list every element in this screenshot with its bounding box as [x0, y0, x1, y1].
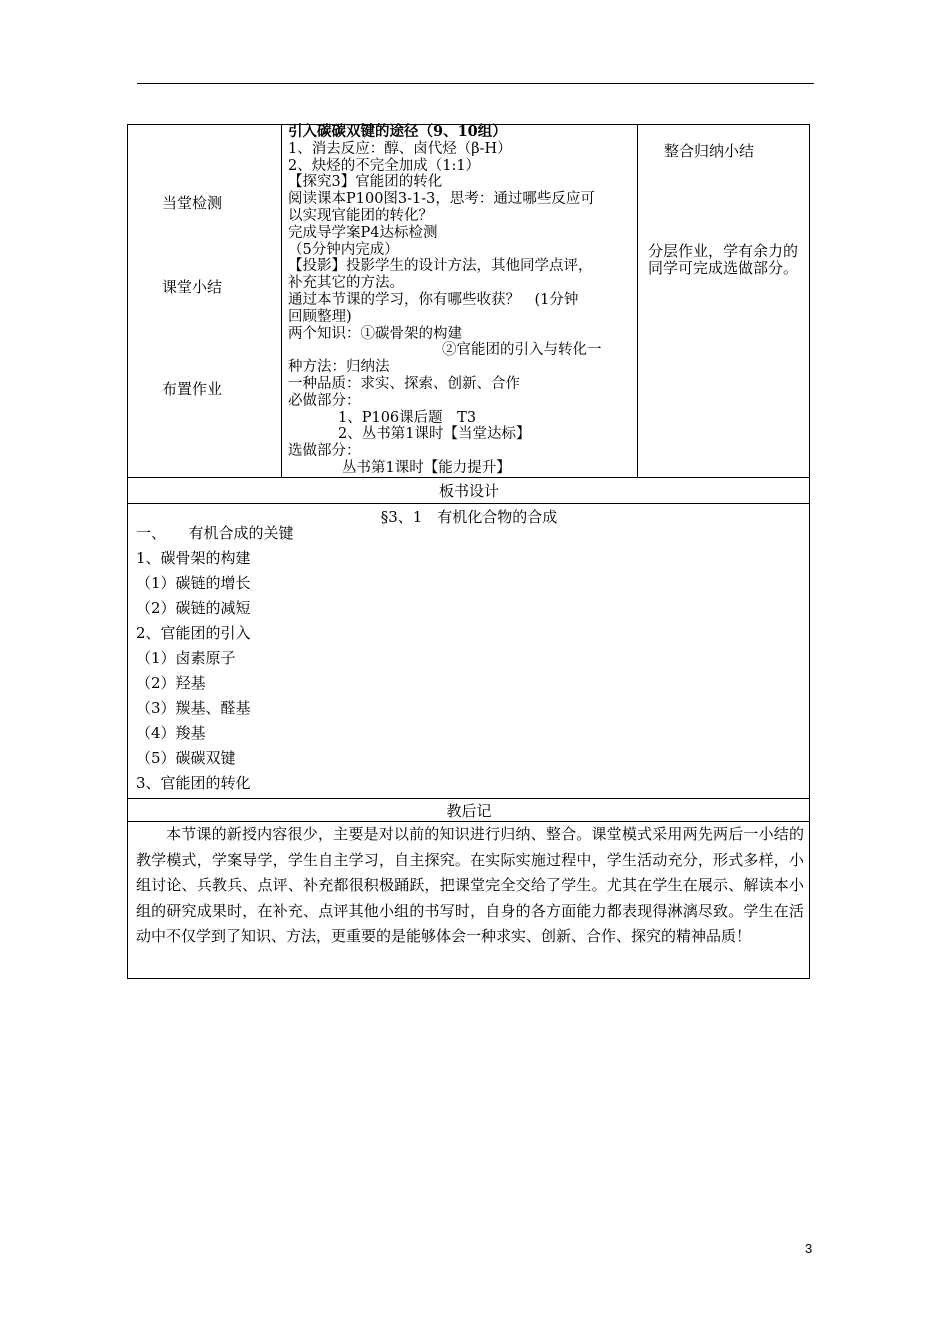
board-line: （2）羟基 [136, 674, 206, 692]
mid-line: 2、炔烃的不完全加成（1:1） [288, 157, 481, 174]
right-homework-note: 分层作业，学有余力的同学可完成选做部分。 [648, 242, 799, 277]
board-line: （4）羧基 [136, 724, 206, 742]
mid-line: 2、丛书第1课时【当堂达标】 [338, 426, 531, 443]
mid-line: 【投影】投影学生的设计方法，其他同学点评， [288, 258, 593, 275]
row-divider-1 [127, 477, 810, 478]
column-divider-1 [281, 124, 282, 477]
mid-line: 通过本节课的学习，你有哪些收获？ (1分钟 [288, 291, 579, 308]
middle-content [288, 124, 636, 477]
mid-line: 两个知识：①碳骨架的构建 [288, 325, 462, 342]
mid-line: 以实现官能团的转化？ [288, 207, 433, 224]
header-rule [137, 83, 814, 84]
mid-line: 引入碳碳双键的途径（9、10组） [288, 123, 507, 140]
board-line: 一、 有机合成的关键 [136, 524, 294, 542]
mid-line: 1、消去反应：醇、卤代烃（β-H） [288, 140, 512, 157]
mid-line: 种方法：归纳法 [288, 359, 390, 376]
reflection-title: 教后记 [446, 802, 492, 820]
board-line: （3）羰基、醛基 [136, 699, 251, 717]
label-class-test: 当堂检测 [162, 194, 223, 212]
board-line: （2）碳链的减短 [136, 599, 251, 617]
board-design-content [136, 521, 294, 796]
label-homework: 布置作业 [162, 380, 223, 398]
row-divider-2 [127, 503, 810, 504]
board-line: 1、碳骨架的构建 [136, 549, 251, 567]
board-line: （1）卤素原子 [136, 649, 236, 667]
label-class-summary: 课堂小结 [162, 278, 223, 296]
board-line: （1）碳链的增长 [136, 574, 251, 592]
mid-line: 丛书第1课时【能力提升】 [342, 459, 511, 476]
mid-line: 回顾整理) [288, 308, 352, 325]
mid-line: （5分钟内完成） [288, 241, 399, 258]
board-line: （5）碳碳双键 [136, 749, 236, 767]
board-line: 3、官能团的转化 [136, 774, 251, 792]
mid-line: 补充其它的方法。 [288, 275, 404, 292]
reflection-text: 本节课的新授内容很少，主要是对以前的知识进行归纳、整合。课堂模式采用两先两后一小结的教学模式，学案导学，学生自主学习，自主探究。在实际实施过程中，学生活动充分，形式多样，小组讨论、兵教兵、点评、补充都很积极踊跃，把课堂完全交给了学生。尤其在学生在展示、解读本小组的研究成果时，在补充、点评其他小组的书写时，自身的各方面能力都表现得淋漓尽致。学生在活动中不仅学到了知识、方法，更重要的是能够体会一种求实、创新、合作、探究的精神品质！ [136, 825, 804, 945]
mid-line: 选做部分： [288, 443, 361, 460]
column-divider-2 [637, 124, 638, 477]
mid-line: 1、P106课后题 T3 [338, 409, 477, 426]
board-design-title: 板书设计 [438, 482, 499, 500]
board-line: 2、官能团的引入 [136, 624, 251, 642]
mid-line: ②官能团的引入与转化一 [442, 342, 602, 359]
mid-line: 阅读课本P100图3-1-3，思考：通过哪些反应可 [288, 191, 595, 208]
mid-line: 必做部分： [288, 392, 361, 409]
mid-line: 【探究3】官能团的转化 [288, 174, 443, 191]
mid-line: 完成导学案P4达标检测 [288, 224, 438, 241]
mid-line: 一种品质：求实、探索、创新、合作 [288, 375, 520, 392]
row-divider-3 [127, 798, 810, 799]
board-design-subtitle: §3、1 有机化合物的合成 [380, 508, 558, 526]
page-number: 3 [805, 1241, 813, 1256]
right-summary: 整合归纳小结 [664, 142, 755, 160]
